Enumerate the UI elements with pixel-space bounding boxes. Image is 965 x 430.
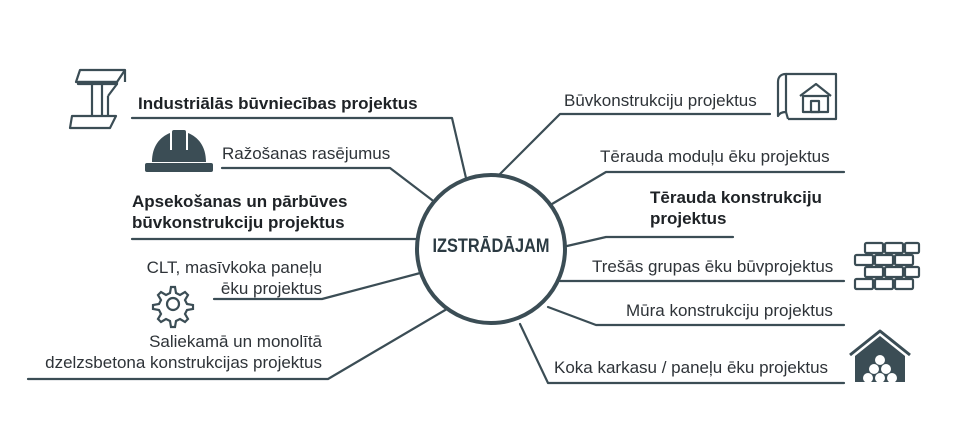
left-item-5-line-2: dzelzsbetona konstrukcijas projektus	[45, 353, 322, 372]
right-item-5	[626, 300, 833, 321]
left-item-4	[100, 257, 322, 299]
right-item-3	[650, 187, 822, 229]
left-item-4-line-2: ēku projektus	[220, 279, 322, 298]
right-item-3-line-1: Tērauda konstrukciju	[650, 188, 822, 207]
right-item-1	[564, 90, 757, 111]
right-item-2	[600, 146, 830, 167]
right-item-3-line-2: projektus	[650, 209, 727, 228]
left-item-3-line-2: būvkonstrukciju projektus	[132, 213, 345, 232]
brick-wall-icon	[855, 243, 919, 289]
right-item-5-line-1: Mūra konstrukciju projektus	[626, 301, 833, 320]
left-item-3	[132, 191, 347, 233]
left-item-5-line-1: Saliekamā un monolītā	[149, 332, 322, 351]
right-item-6	[554, 357, 828, 378]
right-item-6-line-1: Koka karkasu / paneļu ēku projektus	[554, 358, 829, 377]
connector-right-3	[567, 237, 733, 246]
blueprint-house-icon	[778, 74, 836, 119]
left-item-3-line-1: Apsekošanas un pārbūves	[132, 192, 348, 211]
hub-label: IZSTRĀDĀJAM	[432, 236, 550, 257]
right-item-1-line-1: Būvkonstrukciju projektus	[564, 91, 757, 110]
steel-beam-icon	[70, 70, 125, 128]
left-item-5	[20, 331, 322, 373]
right-item-4	[592, 256, 833, 277]
left-item-4-line-1: CLT, masīvkoka paneļu	[146, 258, 322, 277]
right-item-2-line-1: Tērauda moduļu ēku projektus	[600, 147, 830, 166]
right-item-4-line-1: Trešās grupas ēku būvprojektus	[592, 257, 834, 276]
left-item-1	[138, 93, 418, 114]
hard-hat-icon	[145, 130, 213, 172]
left-item-2	[222, 143, 390, 164]
timber-storage-icon	[850, 331, 910, 383]
left-item-1-line-1: Industriālās būvniecības projektus	[138, 94, 418, 113]
left-item-2-line-1: Ražošanas rasējumus	[222, 144, 391, 163]
